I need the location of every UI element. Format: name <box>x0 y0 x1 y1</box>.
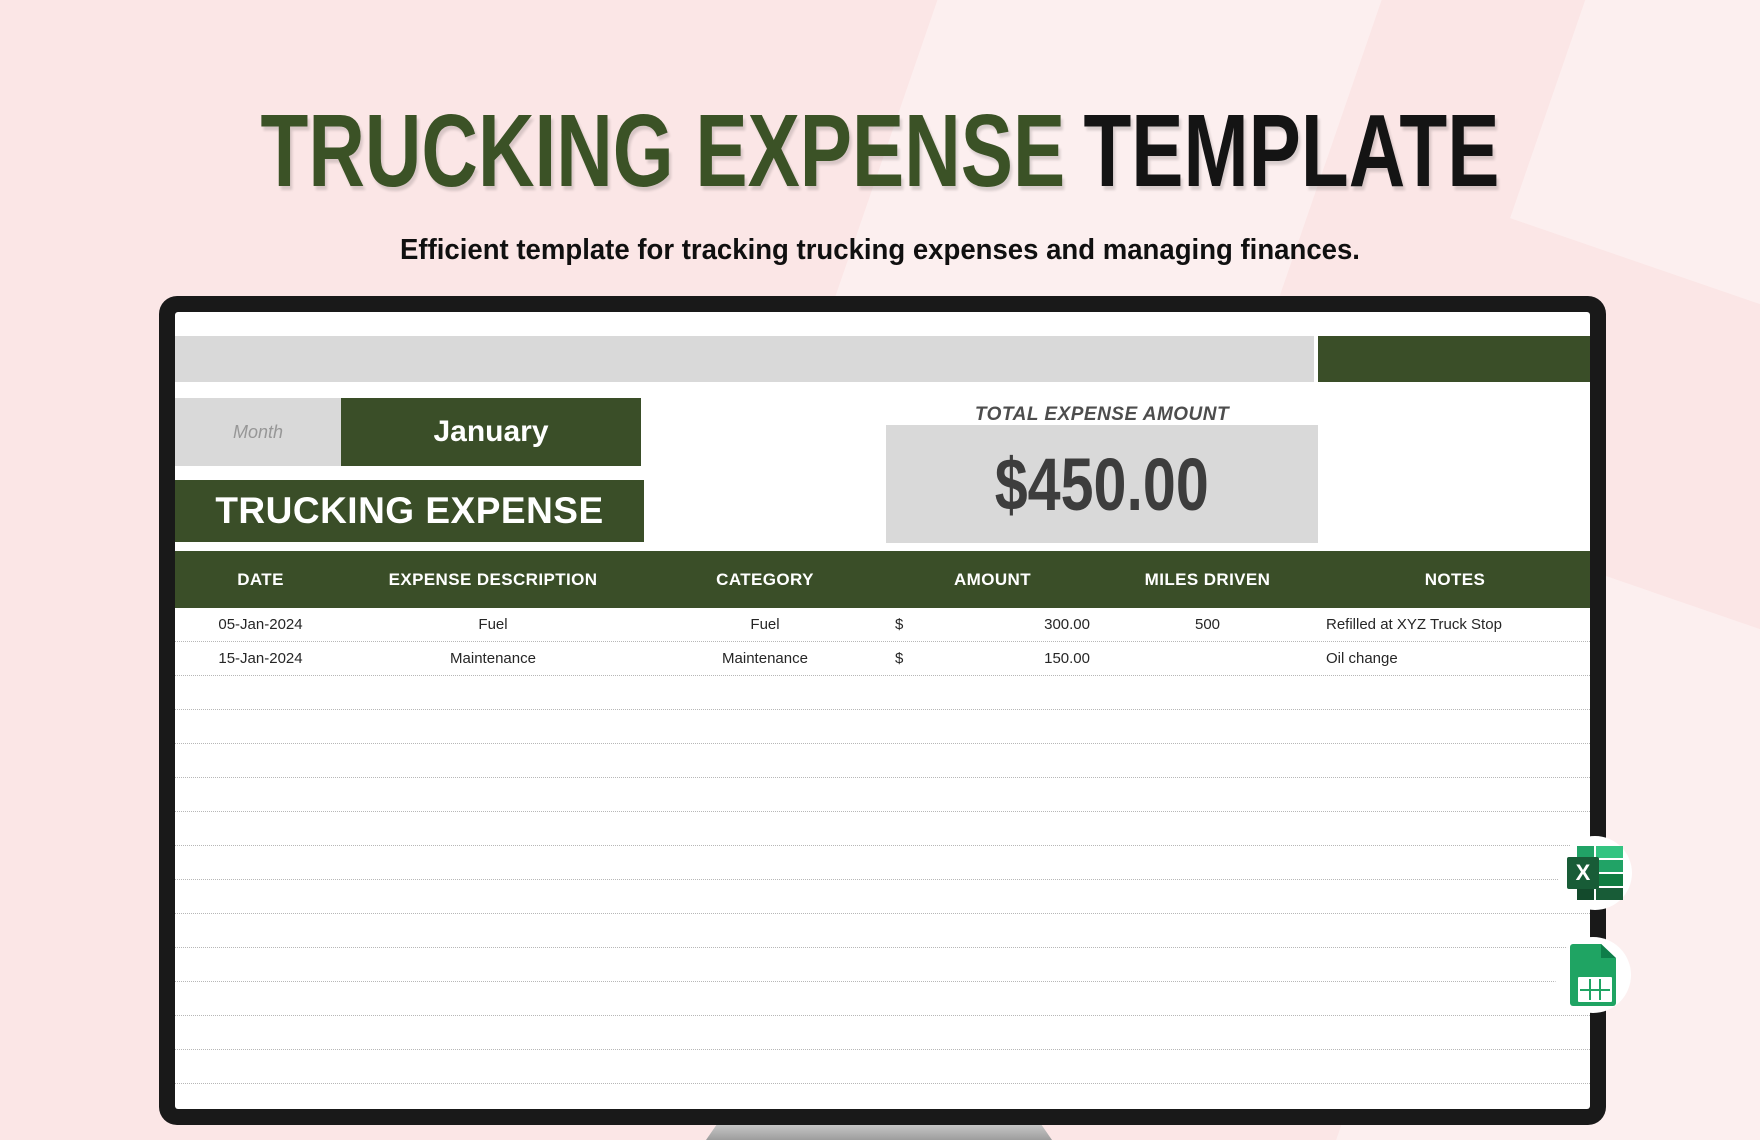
toolbar-bar <box>175 336 1314 382</box>
cell-notes[interactable]: Refilled at XYZ Truck Stop <box>1326 616 1502 633</box>
column-header-amount: AMOUNT <box>954 569 1031 589</box>
cell-miles[interactable]: 500 <box>1194 616 1221 633</box>
google-sheets-badge[interactable] <box>1555 937 1631 1013</box>
currency-symbol: $ <box>895 616 904 633</box>
cell-category[interactable]: Maintenance <box>722 650 808 667</box>
cell-date[interactable]: 05-Jan-2024 <box>218 616 303 633</box>
table-row-empty[interactable] <box>175 846 1590 880</box>
table-row-empty[interactable] <box>175 948 1590 982</box>
monitor-stand <box>706 1125 1052 1140</box>
google-sheets-icon <box>1570 944 1616 1006</box>
monitor-frame <box>159 296 1606 1125</box>
table-row-empty[interactable] <box>175 710 1590 744</box>
page-subtitle: Efficient template for tracking trucking expenses and managing finances. <box>400 234 1360 266</box>
column-header-category: CATEGORY <box>716 569 814 589</box>
table-row-empty[interactable] <box>175 1050 1590 1084</box>
page-title-rest: TEMPLATE <box>1083 93 1500 208</box>
table-row-empty[interactable] <box>175 676 1590 710</box>
total-expense-label: TOTAL EXPENSE AMOUNT <box>974 404 1230 425</box>
total-expense-cell <box>886 425 1318 543</box>
column-header-description: EXPENSE DESCRIPTION <box>388 569 598 589</box>
table-body <box>175 608 1590 1109</box>
cell-amount[interactable] <box>890 650 1095 667</box>
table-row-empty[interactable] <box>175 880 1590 914</box>
toolbar-accent-block <box>1318 336 1590 382</box>
total-expense-value: $450.00 <box>995 442 1209 526</box>
cell-category[interactable]: Fuel <box>750 616 780 633</box>
column-header-date: DATE <box>237 569 284 589</box>
cell-date[interactable]: 15-Jan-2024 <box>218 650 303 667</box>
amount-value: 150.00 <box>1044 650 1090 667</box>
column-header-miles: MILES DRIVEN <box>1144 569 1271 589</box>
cell-description[interactable]: Maintenance <box>450 650 536 667</box>
excel-x-tile: X <box>1567 857 1599 889</box>
table-row-empty[interactable] <box>175 744 1590 778</box>
excel-badge[interactable] <box>1558 836 1632 910</box>
sheet-title: TRUCKING EXPENSE <box>175 480 644 542</box>
table-row-empty[interactable] <box>175 778 1590 812</box>
excel-icon <box>1567 846 1623 900</box>
table-row-empty[interactable] <box>175 982 1590 1016</box>
sheets-grid <box>1578 977 1612 1002</box>
empty-rows <box>175 676 1590 1109</box>
column-header-notes: NOTES <box>1424 569 1486 589</box>
cell-description[interactable]: Fuel <box>478 616 508 633</box>
table-header-row <box>175 551 1590 608</box>
table-row <box>175 608 1590 642</box>
table-row-empty[interactable] <box>175 1084 1590 1109</box>
cell-notes[interactable]: Oil change <box>1326 650 1398 667</box>
table-row-empty[interactable] <box>175 914 1590 948</box>
page-title-highlight: TRUCKING EXPENSE <box>260 93 1066 208</box>
amount-value: 300.00 <box>1044 616 1090 633</box>
table-row <box>175 642 1590 676</box>
page-title <box>211 92 1549 210</box>
cell-amount[interactable] <box>890 616 1095 633</box>
table-row-empty[interactable] <box>175 1016 1590 1050</box>
spreadsheet-screen <box>175 312 1590 1109</box>
month-value-cell[interactable]: January <box>341 398 641 466</box>
month-label-cell: Month <box>175 398 341 466</box>
currency-symbol: $ <box>895 650 904 667</box>
table-row-empty[interactable] <box>175 812 1590 846</box>
